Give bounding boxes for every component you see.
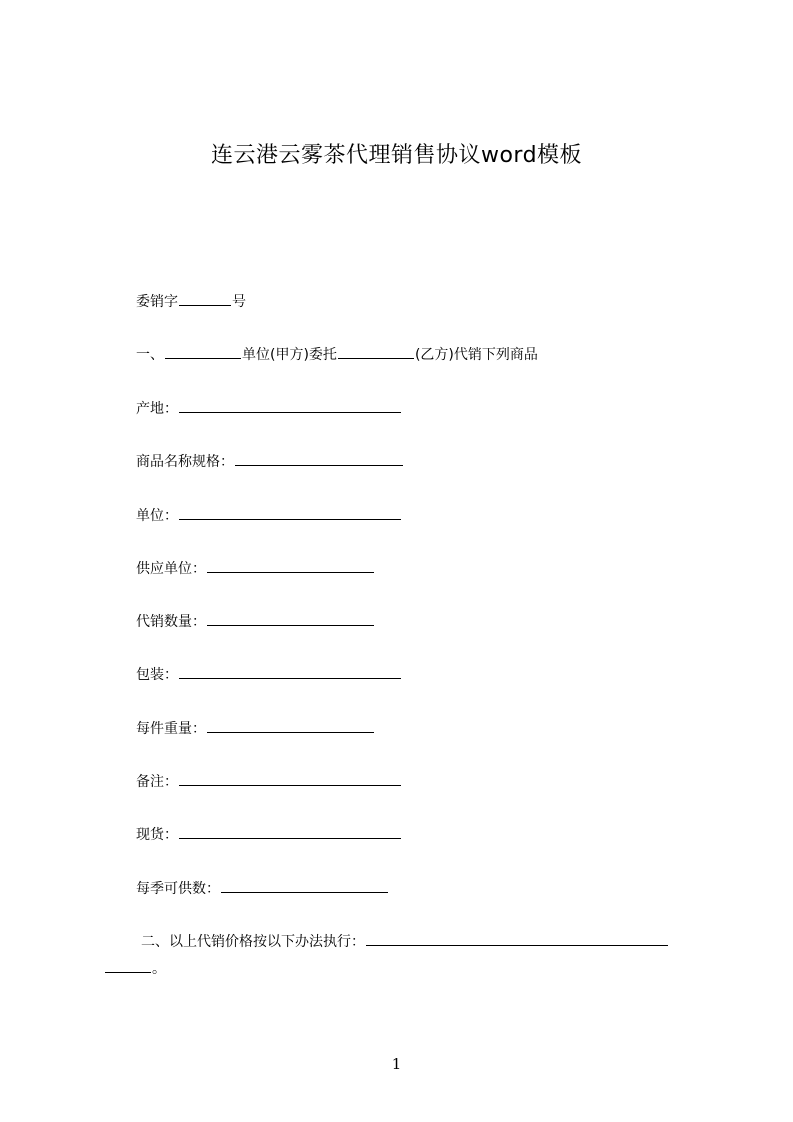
supplier-blank[interactable] xyxy=(207,558,374,573)
packaging-blank[interactable] xyxy=(179,664,401,679)
pricing-method-blank[interactable] xyxy=(366,931,668,946)
supplier-label: 供应单位： xyxy=(136,561,206,577)
unit-blank[interactable] xyxy=(179,505,401,520)
party-b-blank[interactable] xyxy=(338,344,414,359)
seasonal-supply-blank[interactable] xyxy=(221,878,388,893)
clause-1-line xyxy=(136,344,538,365)
clause-2-continuation-line xyxy=(104,958,166,979)
origin-label: 产地： xyxy=(136,401,178,417)
unit-label: 单位： xyxy=(136,508,178,524)
product-name-line xyxy=(136,451,404,472)
clause-1-rest-text: (乙方)代销下列商品 xyxy=(414,347,538,363)
product-name-label: 商品名称规格： xyxy=(136,454,234,470)
ref-number-blank[interactable] xyxy=(179,291,231,306)
remarks-label: 备注： xyxy=(136,774,178,790)
document-title: 连云港云雾茶代理销售协议word模板 xyxy=(210,143,583,168)
remarks-line xyxy=(136,771,402,792)
supplier-line xyxy=(136,558,375,579)
pricing-method-blank-continued[interactable] xyxy=(105,958,151,973)
packaging-label: 包装： xyxy=(136,667,178,683)
origin-line xyxy=(136,398,402,419)
weight-label: 每件重量： xyxy=(136,721,206,737)
stock-line xyxy=(136,824,402,845)
weight-blank[interactable] xyxy=(207,718,374,733)
quantity-blank[interactable] xyxy=(207,611,374,626)
unit-line xyxy=(136,505,402,526)
clause-1-number: 一、 xyxy=(136,347,164,363)
seasonal-supply-line xyxy=(136,878,389,899)
quantity-label: 代销数量： xyxy=(136,614,206,630)
party-a-blank[interactable] xyxy=(165,344,241,359)
seasonal-supply-label: 每季可供数： xyxy=(136,881,220,897)
weight-line xyxy=(136,718,375,739)
ref-suffix: 号 xyxy=(232,294,246,310)
clause-2-line xyxy=(141,931,669,952)
page-number: 1 xyxy=(391,1055,402,1073)
packaging-line xyxy=(136,664,402,685)
quantity-line xyxy=(136,611,375,632)
clause-2-end: 。 xyxy=(152,961,166,977)
product-name-blank[interactable] xyxy=(235,451,403,466)
stock-label: 现货： xyxy=(136,827,178,843)
ref-prefix: 委销字 xyxy=(136,294,178,310)
clause-1-unit-text: 单位(甲方)委托 xyxy=(242,347,337,363)
reference-number-line xyxy=(136,291,246,312)
origin-blank[interactable] xyxy=(179,398,401,413)
remarks-blank[interactable] xyxy=(179,771,401,786)
stock-blank[interactable] xyxy=(179,824,401,839)
clause-2-text: 二、以上代销价格按以下办法执行： xyxy=(141,934,365,950)
